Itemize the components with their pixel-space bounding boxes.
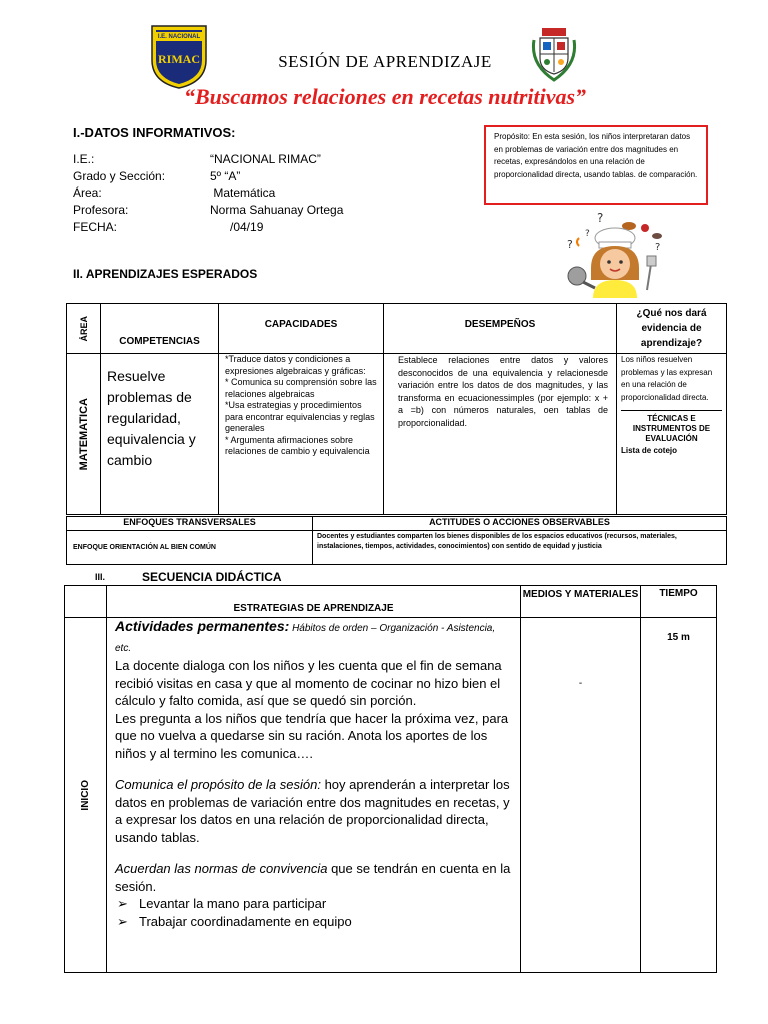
tecnicas-label: TÉCNICAS E INSTRUMENTOS DE EVALUACIÓN [621, 410, 722, 444]
datos-label: FECHA: [73, 220, 118, 234]
normas-lead: Acuerdan las normas de convivencia [115, 861, 328, 876]
proposito-lead: Comunica el propósito de la sesión: [115, 777, 321, 792]
datos-value: 5º “A” [210, 169, 241, 183]
datos-row [73, 203, 393, 220]
desempenos-header: DESEMPEÑOS [384, 304, 617, 354]
datos-row [73, 152, 393, 169]
competencia-text: Resuelve problemas de regularidad, equivalencia y cambio [107, 368, 196, 468]
logo-text-name: RIMAC [158, 52, 200, 66]
area-header: ÁREA [78, 315, 89, 342]
datos-row [73, 186, 393, 203]
secuencia-roman: III. [95, 572, 106, 582]
normas-detail: que se tendrán en cuenta en la sesión. [115, 861, 511, 894]
medios-header: MEDIOS Y MATERIALES [521, 586, 641, 618]
capacidad-item: * Comunica su comprensión sobre las relaciones algebraicas [225, 377, 377, 399]
page-title: SESIÓN DE APRENDIZAJE [278, 52, 492, 71]
datos-label: Área: [73, 186, 102, 200]
area-header-cell [67, 304, 101, 354]
datos-value: “NACIONAL RIMAC” [210, 152, 321, 166]
evidencia-header: ¿Qué nos dará evidencia de aprendizaje? [617, 304, 727, 354]
actividades-permanentes [115, 618, 514, 657]
tiempo-header: TIEMPO [641, 586, 717, 618]
enfoque-name: ENFOQUE ORIENTACIÓN AL BIEN COMÚN [73, 544, 216, 551]
logo-text-top: I.E. NACIONAL [157, 34, 201, 40]
area-cell [67, 354, 101, 515]
tiempo-cell [641, 618, 717, 973]
section-heading-secuencia: SECUENCIA DIDÁCTICA [142, 570, 282, 584]
datos-label: Grado y Sección: [73, 169, 166, 183]
normas-paragraph [115, 860, 514, 895]
actitudes-header: ACTITUDES O ACCIONES OBSERVABLES [313, 517, 727, 531]
paragraph-2: Les pregunta a los niños que tendría que hacer la próxima vez, para que no vuelva a quedarse sin su ración. Anota los aportes de los niños y al termino les comunica…. [115, 710, 509, 761]
crest-emblem [530, 24, 578, 82]
actitud-text: Docentes y estudiantes comparten los bienes disponibles de los espacios educativos (recursos, materiales, instalaciones, tiempos, actividades, conocimientos) con sentido de equidad y justicia [317, 533, 677, 550]
enfoque-cell [67, 531, 313, 565]
estrategias-header: ESTRATEGIAS DE APRENDIZAJE [107, 586, 521, 618]
tiempo-value: 15 m [667, 632, 690, 643]
enfoques-header: ENFOQUES TRANSVERSALES [67, 517, 313, 531]
proposito-text: Propósito: En esta sesión, los niños interpretaran datos en problemas de variación entre dos magnitudes en recetas, expresándolos en una relación de proporcionalidad directa, usando tablas. de comparación. [494, 132, 698, 179]
estrategias-cell [107, 618, 521, 973]
svg-text:?: ? [597, 211, 604, 225]
secuencia-table [64, 585, 717, 973]
competencias-header: COMPETENCIAS [101, 304, 219, 354]
competencia-cell [101, 354, 219, 515]
actitud-cell [313, 531, 727, 565]
tecnicas-value: Lista de cotejo [621, 446, 678, 455]
datos-label: Profesora: [73, 203, 129, 217]
capacidad-item: *Usa estrategias y procedimientos para encontrar equivalencias y reglas generales [225, 400, 375, 433]
phase-cell [65, 618, 107, 973]
proposito-paragraph [115, 776, 514, 846]
school-logo [150, 24, 208, 90]
phase-header-cell [65, 586, 107, 618]
datos-row [73, 169, 393, 186]
capacidades-header: CAPACIDADES [219, 304, 384, 354]
proposito-detail: hoy aprenderán a interpretar los datos en problemas de variación entre dos magnitudes en recetas, y a expresar los datos en una relación de proporcionalidad directa, usando tablas. [115, 777, 510, 845]
datos-row [73, 220, 393, 237]
list-item: ➢ Trabajar coordinadamente en equipo [115, 913, 514, 931]
actividades-detail: Hábitos de orden – Organización - Asistencia, etc. [115, 623, 496, 654]
phase-label: INICIO [80, 779, 91, 811]
proposito-box [484, 125, 708, 205]
svg-text:?: ? [655, 242, 661, 253]
list-item: ➢ Levantar la mano para participar [115, 895, 514, 913]
datos-value: Norma Sahuanay Ortega [210, 203, 344, 217]
desempeno-text: Establece relaciones entre datos y valores desconocidos de una equivalencia y relacionesde variación entre los datos de dos magnitudes, y las transforma en ecuacionessimples (por ejemplo: x + a =b) con números naturales, oen tablas de proporcionalidad. [398, 355, 608, 428]
chef-illustration [555, 208, 675, 298]
actividades-title: Actividades permanentes: [115, 618, 290, 634]
crest-icon [530, 24, 578, 82]
aprendizajes-table [66, 303, 727, 515]
paragraph-1: La docente dialoga con los niños y les cuenta que el fin de semana recibió visitas en casa y que al momento de cocinar no hizo bien el cálculo y falto comida, así que se quedó sin porción. [115, 658, 502, 708]
area-name: MATEMATICA [77, 397, 90, 471]
capacidades-cell [219, 354, 384, 515]
evidencia-text: Los niños resuelven problemas y las expresan en una relación de proporcionalidad directa. [621, 355, 713, 402]
medios-cell [521, 618, 641, 973]
svg-text:?: ? [567, 238, 573, 251]
evidencia-cell [617, 354, 727, 515]
capacidad-item: *Traduce datos y condiciones a expresiones algebraicas y gráficas: [225, 354, 366, 376]
capacidad-item: * Argumenta afirmaciones sobre relaciones de cambio y equivalencia [225, 434, 370, 456]
datos-value: /04/19 [210, 220, 264, 234]
datos-value: Matemática [210, 186, 276, 200]
medios-value: - [578, 678, 583, 689]
enfoques-table [66, 516, 727, 565]
section-heading-aprendizajes: II. APRENDIZAJES ESPERADOS [73, 267, 258, 281]
svg-text:?: ? [585, 229, 590, 239]
datos-label: I.E.: [73, 152, 95, 166]
datos-list [73, 152, 393, 237]
section-heading-datos: I.-DATOS INFORMATIVOS: [73, 125, 236, 140]
lesson-title: “Buscamos relaciones en recetas nutritivas” [183, 84, 587, 109]
desempeno-cell [384, 354, 617, 515]
chef-girl-icon [555, 208, 675, 298]
